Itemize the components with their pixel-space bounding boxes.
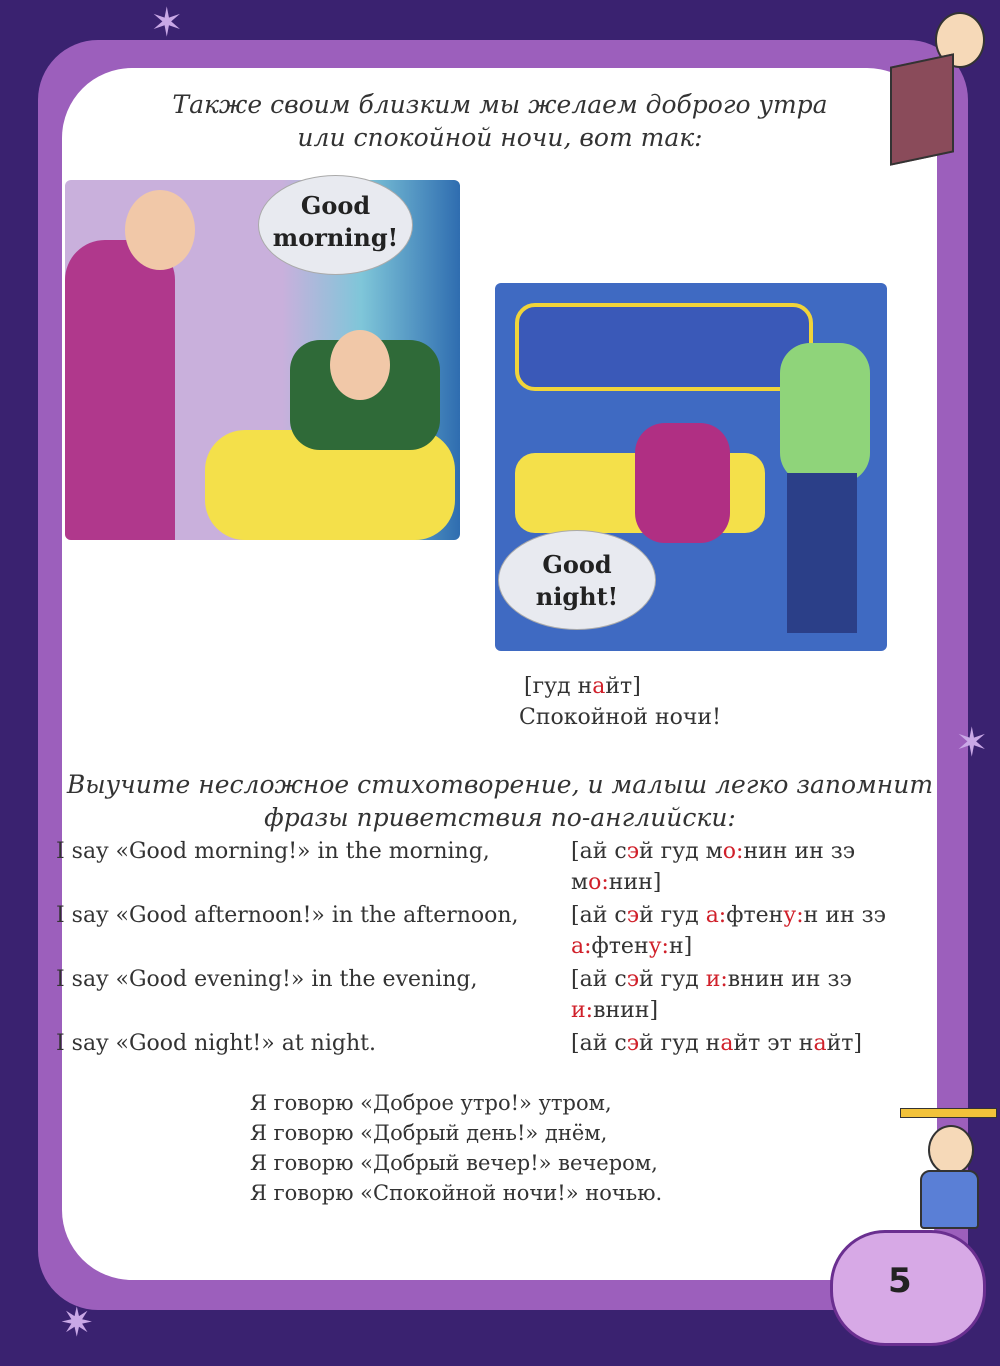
transcription-text: [ай с xyxy=(571,839,627,864)
poem-english-line: I say «Good morning!» in the morning, xyxy=(56,839,490,864)
poem-intro-heading xyxy=(0,768,1000,834)
stressed-syllable: а xyxy=(592,674,606,699)
stressed-syllable: э xyxy=(626,1031,640,1056)
intro-line: Также своим близким мы желаем доброго утра xyxy=(172,90,828,119)
star-decoration-icon: ✷ xyxy=(60,1300,94,1346)
poem-english-line: I say «Good night!» at night. xyxy=(56,1031,376,1056)
stressed-syllable: у: xyxy=(648,934,669,959)
page-number-badge xyxy=(830,1230,986,1346)
transcription-text: йт] xyxy=(826,1031,863,1056)
transcription-line xyxy=(571,964,911,995)
night-transcription xyxy=(524,671,641,702)
intro-line: или спокойной ночи, вот так: xyxy=(297,123,703,152)
transcription-text: н ин зэ xyxy=(803,903,886,928)
poem-english-line: I say «Good afternoon!» in the afternoon, xyxy=(56,903,519,928)
poem-translation-line: Я говорю «Спокойной ночи!» ночью. xyxy=(250,1181,663,1205)
girl-dress xyxy=(920,1170,979,1229)
stressed-syllable: э xyxy=(626,903,640,928)
transcription-text: н] xyxy=(668,934,693,959)
girl-character-icon xyxy=(928,1125,974,1175)
stressed-syllable: а xyxy=(813,1031,827,1056)
transcription-line xyxy=(571,900,911,931)
transcription-line xyxy=(571,931,911,962)
transcription-text: [гуд н xyxy=(524,674,593,699)
grandmother-head xyxy=(125,190,195,270)
transcription-text: фтен xyxy=(591,934,649,959)
transcription-text: нин] xyxy=(608,870,662,895)
intro-heading xyxy=(0,88,1000,154)
transcription-line xyxy=(571,867,911,898)
top-bunk xyxy=(515,303,813,391)
grandmother-figure xyxy=(65,240,175,540)
night-translation: Спокойной ночи! xyxy=(519,705,721,730)
stressed-syllable: у: xyxy=(783,903,804,928)
transcription-line xyxy=(571,1028,911,1059)
poem-intro-line: Выучите несложное стихотворение, и малыш легко запомнит xyxy=(66,770,934,799)
transcription-text: м xyxy=(571,870,589,895)
poem-translation-line: Я говорю «Добрый вечер!» вечером, xyxy=(250,1151,658,1175)
transcription-text: фтен xyxy=(726,903,784,928)
stressed-syllable: э xyxy=(626,967,640,992)
mother-figure xyxy=(635,423,730,543)
transcription-text: нин ин зэ xyxy=(743,839,856,864)
bubble-text: morning! xyxy=(272,223,399,252)
transcription-line xyxy=(571,836,911,867)
poem-transcription xyxy=(571,964,911,1026)
transcription-text: внин] xyxy=(593,998,659,1023)
transcription-text: [ай с xyxy=(571,903,627,928)
poem-transcription xyxy=(571,836,911,898)
star-decoration-icon: ✶ xyxy=(955,720,989,766)
stressed-syllable: а xyxy=(720,1031,734,1056)
stressed-syllable: и: xyxy=(705,967,728,992)
good-morning-speech-bubble xyxy=(258,175,413,275)
poem-translation xyxy=(250,1088,662,1208)
transcription-text: й гуд xyxy=(639,903,706,928)
transcription-text: й гуд м xyxy=(639,839,723,864)
stressed-syllable: о: xyxy=(722,839,744,864)
poem-intro-line: фразы приветствия по-английски: xyxy=(264,803,736,832)
transcription-text: [ай с xyxy=(571,1031,627,1056)
father-figure xyxy=(780,343,870,483)
transcription-line xyxy=(571,995,911,1026)
transcription-text: й гуд xyxy=(639,967,706,992)
boy-head xyxy=(330,330,390,400)
poem-transcription xyxy=(571,1028,911,1059)
book-icon xyxy=(890,53,954,166)
transcription-text: йт] xyxy=(605,674,641,699)
stressed-syllable: э xyxy=(626,839,640,864)
transcription-text: [ай с xyxy=(571,967,627,992)
bubble-text: Good xyxy=(300,191,371,220)
poem-transcription xyxy=(571,900,911,962)
transcription-text: внин ин зэ xyxy=(727,967,852,992)
stressed-syllable: о: xyxy=(588,870,609,895)
good-night-speech-bubble xyxy=(498,530,656,630)
father-legs xyxy=(787,473,857,633)
pencil-icon xyxy=(900,1108,997,1118)
page-number: 5 xyxy=(888,1261,912,1301)
poem-translation-line: Я говорю «Добрый день!» днём, xyxy=(250,1121,608,1145)
stressed-syllable: и: xyxy=(571,998,594,1023)
transcription-text: й гуд н xyxy=(639,1031,721,1056)
transcription-text: йт эт н xyxy=(733,1031,814,1056)
poem-translation-line: Я говорю «Доброе утро!» утром, xyxy=(250,1091,612,1115)
bubble-text: night! xyxy=(535,582,619,611)
stressed-syllable: а: xyxy=(571,934,592,959)
poem-english-line: I say «Good evening!» in the evening, xyxy=(56,967,478,992)
bubble-text: Good xyxy=(542,550,612,579)
star-decoration-icon: ✶ xyxy=(150,0,184,46)
stressed-syllable: а: xyxy=(705,903,727,928)
